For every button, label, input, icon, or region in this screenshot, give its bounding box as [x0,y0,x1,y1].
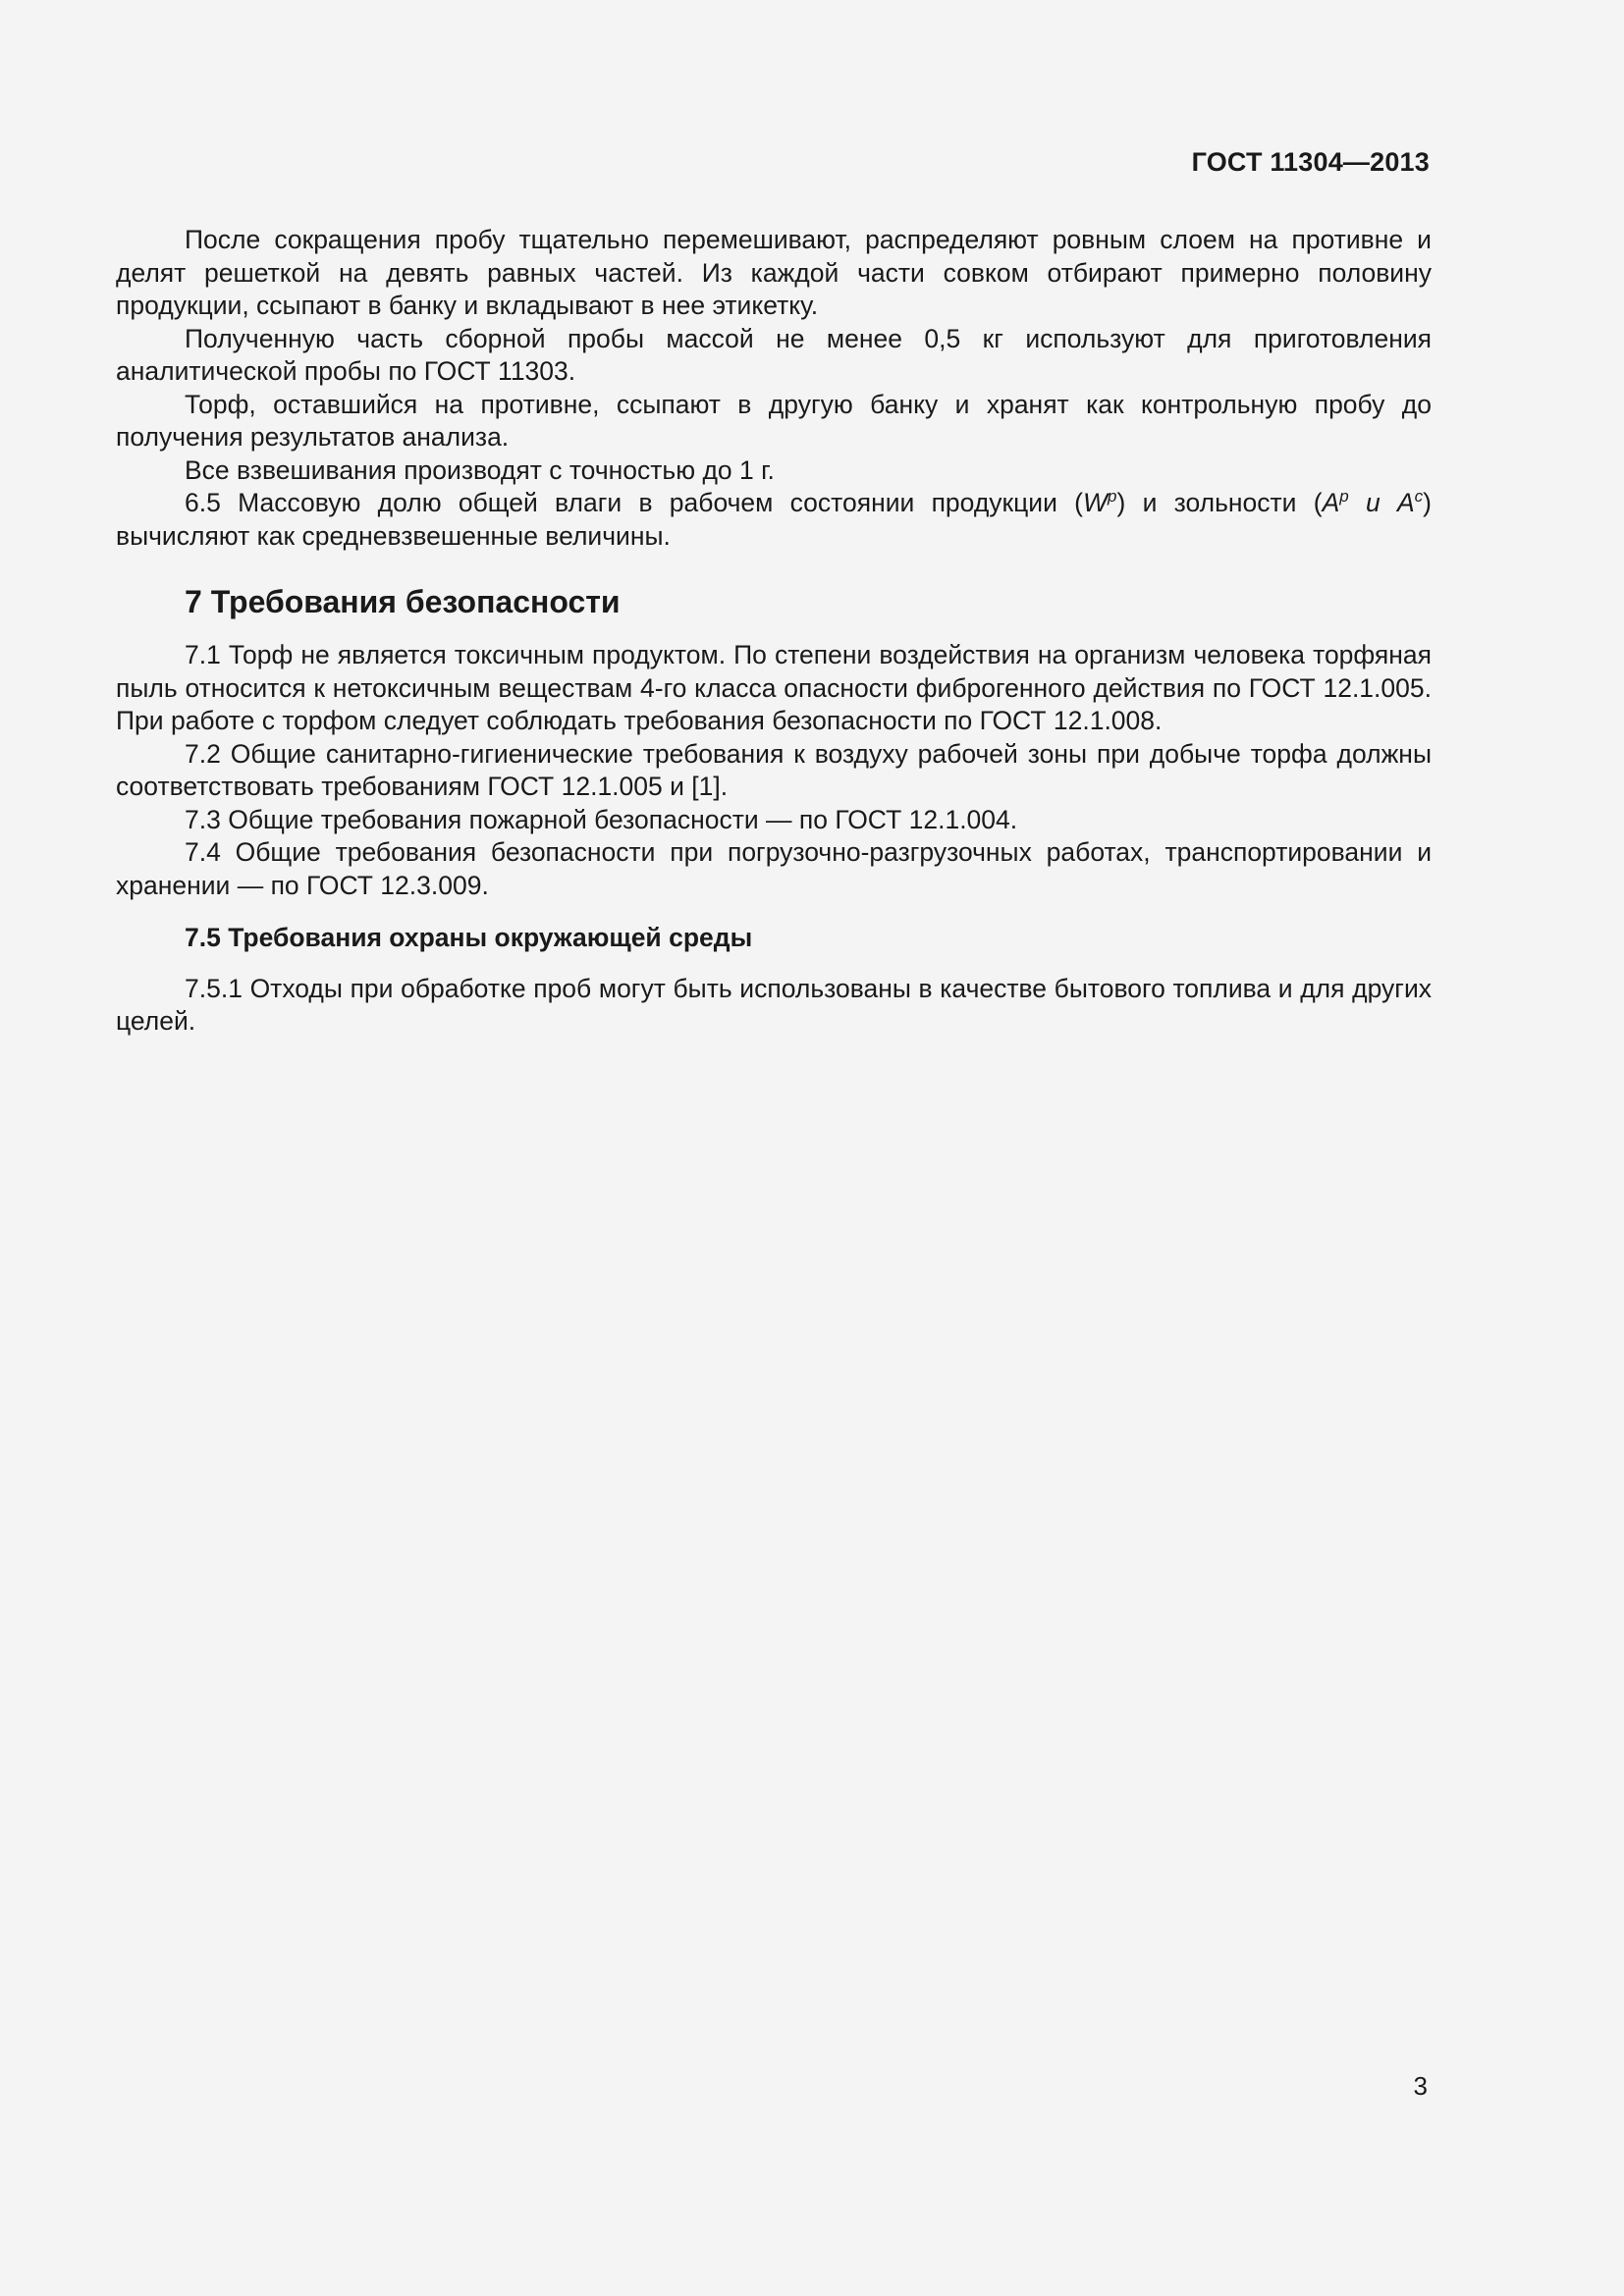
ash-symbol-working: A [1322,488,1340,517]
paragraph-7-2: 7.2 Общие санитарно-гигиенические требования к воздуху рабочей зоны при добыче торфа должны соответствовать требованиям ГОСТ 12.1.005 и [1]. [116,738,1432,801]
paragraph-7-5-1: 7.5.1 Отходы при обработке проб могут быть использованы в качестве бытового топлива и для других целей. [116,973,1432,1036]
paragraph-analytical-sample: Полученную часть сборной пробы массой не менее 0,5 кг используют для приготовления аналитической пробы по ГОСТ 11303. [116,323,1432,386]
document-body [116,224,1432,1039]
p65-text-1: 6.5 Массовую долю общей влаги в рабочем состоянии продукции ( [185,488,1083,517]
ash-symbol-dry: A [1396,488,1415,517]
ash-superscript-working: p [1339,487,1349,506]
p65-text-3: ) вычисляют как средневзвешенные величины. [116,488,1432,551]
section-7-5-heading: 7.5 Требования охраны окружающей среды [185,923,753,952]
document-code: ГОСТ 11304—2013 [1191,147,1430,177]
paragraph-control-sample: Торф, оставшийся на противне, ссыпают в другую банку и хранят как контрольную пробу до получения результатов анализа. [116,389,1432,452]
page-number: 3 [1413,2071,1428,2101]
moisture-superscript: p [1108,487,1117,506]
paragraph-weighing-accuracy: Все взвешивания производят с точностью до 1 г. [185,454,775,485]
paragraph-sample-mixing: После сокращения пробу тщательно перемешивают, распределяют ровным слоем на противне и делят решеткой на девять равных частей. Из каждой части совком отбирают примерно половину продукции, ссыпают в банку и вкладывают в нее этикетку. [116,225,1432,320]
paragraph-7-1: 7.1 Торф не является токсичным продуктом. По степени воздействия на организм человека торфяная пыль относится к нетоксичным веществам 4-го класса опасности фиброгенного действия по ГОСТ 12.1.005. При работе с торфом следует соблюдать требования безопасности по ГОСТ 12.1.008. [116,640,1432,735]
paragraph-7-4: 7.4 Общие требования безопасности при погрузочно-разгрузочных работах, транспортировании и хранении — по ГОСТ 12.3.009. [116,837,1432,900]
moisture-symbol: W [1083,488,1109,517]
section-7-heading: 7 Требования безопасности [185,584,621,619]
p65-text-2: ) и зольности ( [1116,488,1323,517]
ash-superscript-dry: c [1414,487,1424,506]
paragraph-6-5 [116,487,1432,553]
conjunction-and: и [1348,488,1397,517]
paragraph-7-3: 7.3 Общие требования пожарной безопасности — по ГОСТ 12.1.004. [185,804,1018,834]
